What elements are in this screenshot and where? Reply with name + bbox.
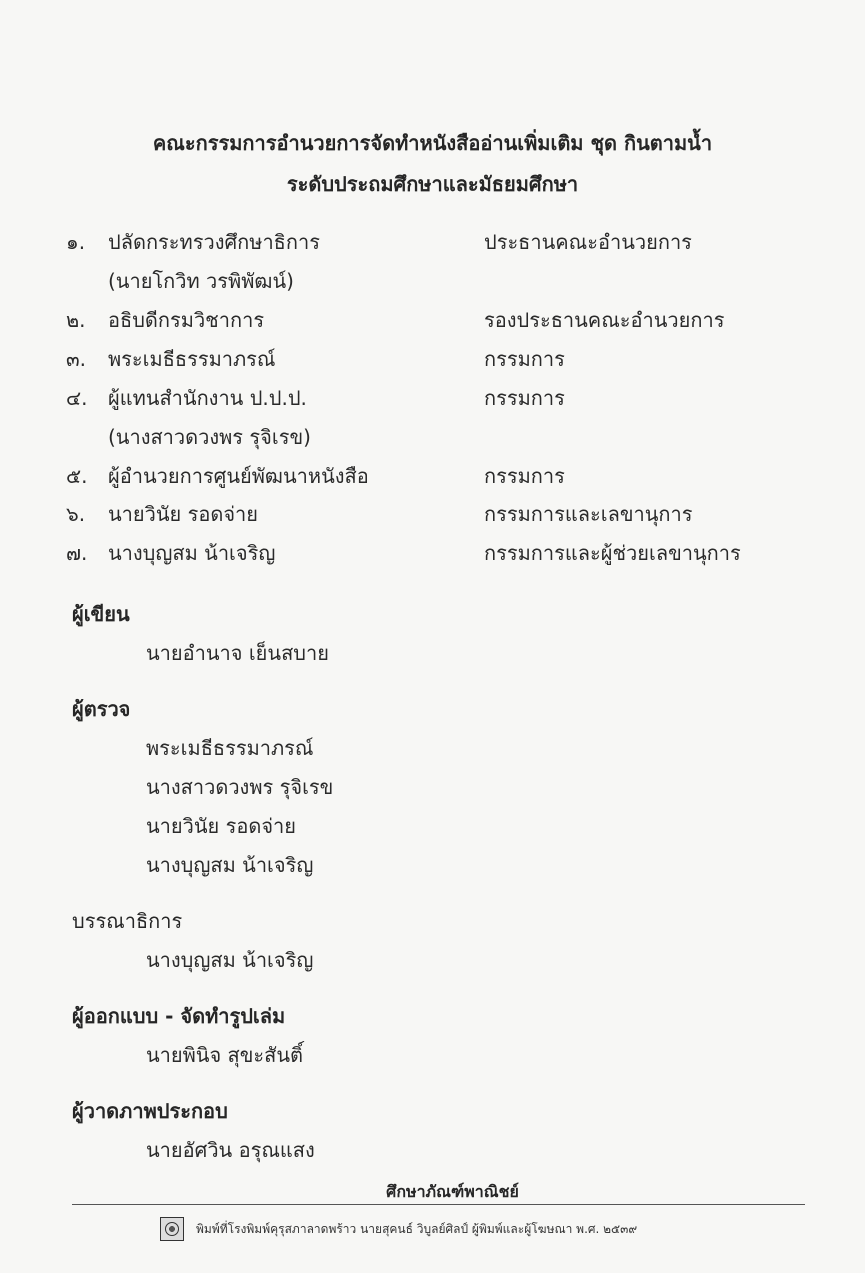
committee-number: ๓.: [66, 347, 87, 371]
page-subtitle: ระดับประถมศึกษาและมัธยมศึกษา: [286, 172, 579, 196]
committee-number: ๕.: [66, 464, 88, 488]
committee-role: กรรมการ: [484, 347, 565, 371]
committee-name: อธิบดีกรมวิชาการ: [108, 308, 265, 332]
committee-role: กรรมการและเลขานุการ: [484, 502, 693, 526]
committee-row: [0, 498, 865, 530]
reviewer-name: นายวินัย รอดจ่าย: [146, 814, 297, 838]
committee-name: พระเมธีธรรมาภรณ์: [108, 347, 276, 371]
illustrator-heading: ผู้วาดภาพประกอบ: [72, 1099, 228, 1123]
committee-role: กรรมการ: [484, 464, 565, 488]
committee-name: นางบุญสม น้าเจริญ: [108, 541, 276, 565]
committee-role: กรรมการ: [484, 386, 565, 410]
committee-name: ผู้อำนวยการศูนย์พัฒนาหนังสือ: [108, 464, 369, 488]
print-info: [160, 1216, 637, 1242]
committee-row: [0, 382, 865, 414]
press-seal-icon: [160, 1217, 184, 1241]
committee-name: (นางสาวดวงพร รุจิเรข): [108, 425, 311, 449]
committee-number: ๒.: [66, 308, 86, 332]
committee-number: ๑.: [66, 230, 86, 254]
print-info-text: พิมพ์ที่โรงพิมพ์คุรุสภาลาดพร้าว นายสุคนธ์ วิบูลย์ศิลป์ ผู้พิมพ์และผู้โฆษณา พ.ศ. ๒๕๓๙: [196, 1221, 638, 1236]
reviewer-name: นางสาวดวงพร รุจิเรข: [146, 775, 334, 799]
committee-row: [0, 537, 865, 569]
writer-name: นายอำนาจ เย็นสบาย: [146, 641, 329, 665]
committee-row: [0, 343, 865, 375]
committee-number: ๖.: [66, 502, 86, 526]
committee-row: [0, 460, 865, 492]
committee-name: (นายโกวิท วรพิพัฒน์): [108, 269, 294, 293]
writer-heading: ผู้เขียน: [72, 602, 130, 626]
reviewer-name: พระเมธีธรรมาภรณ์: [146, 736, 314, 760]
committee-name: นายวินัย รอดจ่าย: [108, 502, 259, 526]
designer-heading: ผู้ออกแบบ - จัดทำรูปเล่ม: [72, 1004, 286, 1028]
committee-role: กรรมการและผู้ช่วยเลขานุการ: [484, 541, 741, 565]
committee-row: [0, 421, 865, 453]
footer-divider: [72, 1204, 805, 1205]
committee-number: ๔.: [66, 386, 88, 410]
committee-role: รองประธานคณะอำนวยการ: [484, 308, 725, 332]
designer-name: นายพินิจ สุขะสันติ์: [146, 1043, 304, 1067]
editor-heading: บรรณาธิการ: [72, 909, 183, 933]
committee-name: ปลัดกระทรวงศึกษาธิการ: [108, 230, 320, 254]
committee-name: ผู้แทนสำนักงาน ป.ป.ป.: [108, 386, 307, 410]
committee-row: [0, 265, 865, 297]
committee-role: ประธานคณะอำนวยการ: [484, 230, 692, 254]
illustrator-name: นายอัศวิน อรุณแสง: [146, 1138, 315, 1162]
editor-name: นางบุญสม น้าเจริญ: [146, 948, 314, 972]
page-title: คณะกรรมการอำนวยการจัดทำหนังสืออ่านเพิ่มเติม ชุด กินตามน้ำ: [152, 131, 713, 155]
committee-number: ๗.: [66, 541, 88, 565]
reviewer-heading: ผู้ตรวจ: [72, 697, 131, 721]
committee-row: [0, 304, 865, 336]
committee-row: [0, 226, 865, 258]
publisher-name: ศึกษาภัณฑ์พาณิชย์: [386, 1182, 519, 1201]
reviewer-name: นางบุญสม น้าเจริญ: [146, 853, 314, 877]
